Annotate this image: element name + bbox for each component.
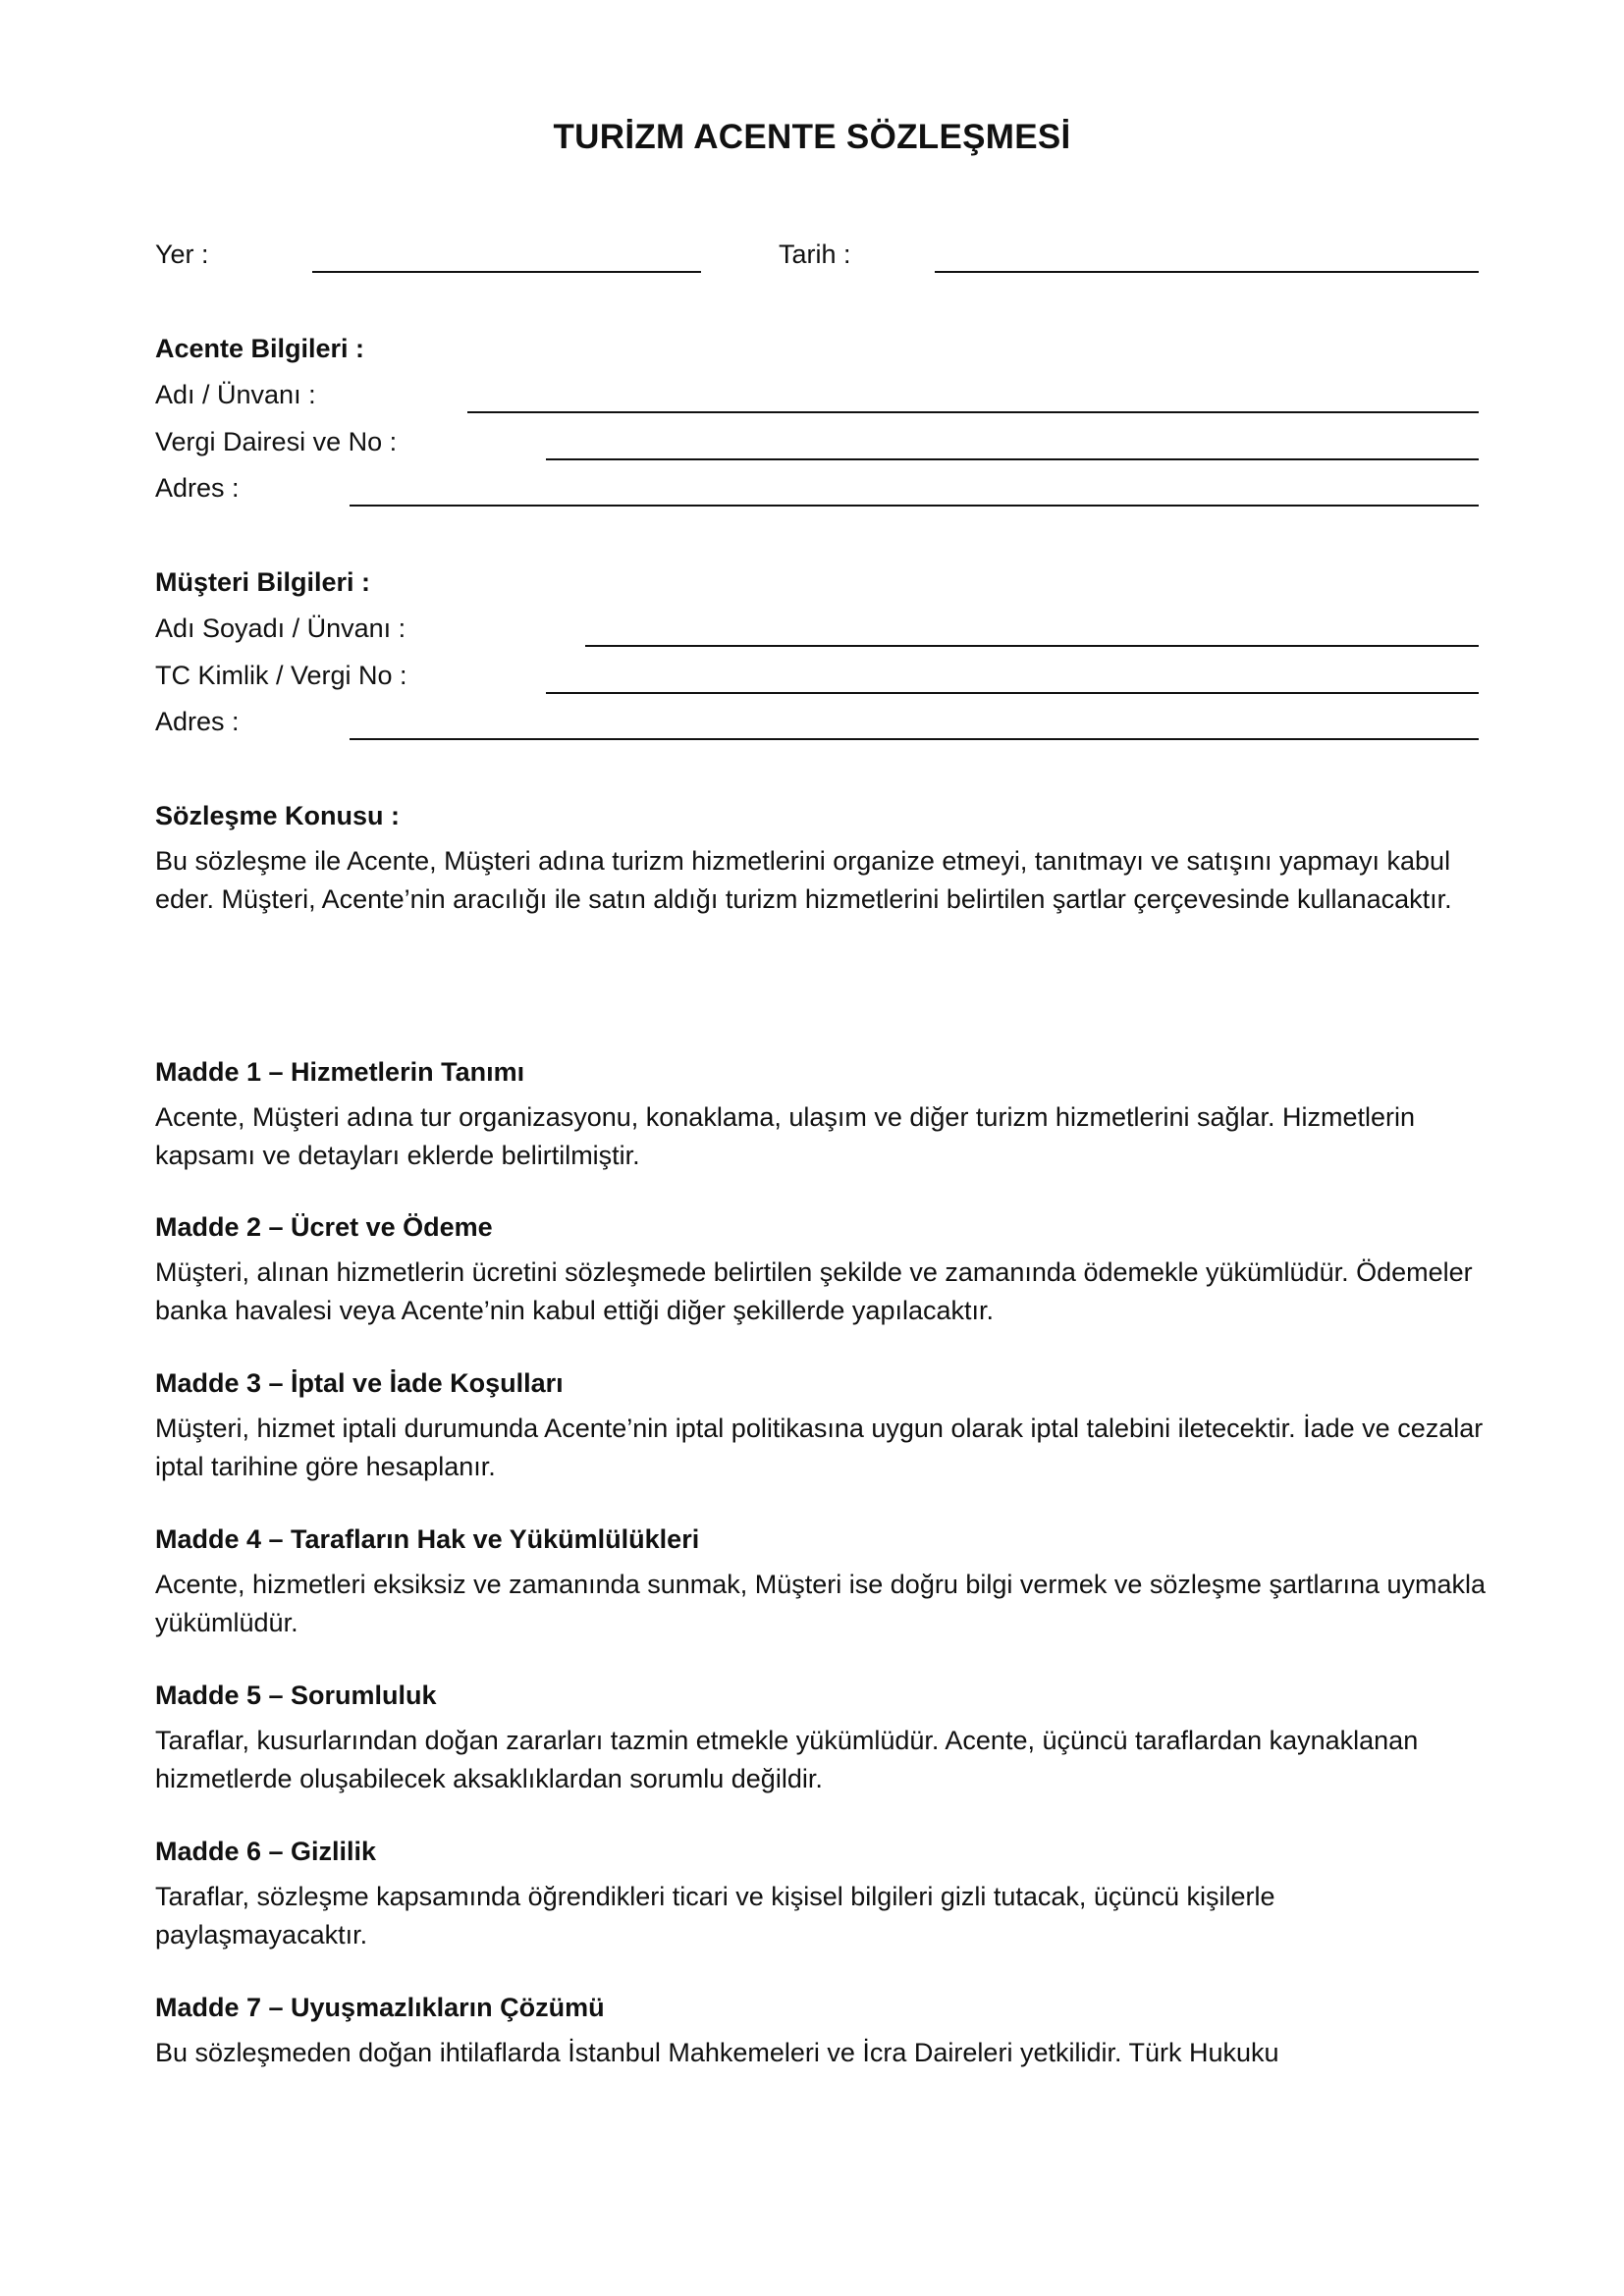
customer-name-field-line[interactable] bbox=[585, 645, 1479, 647]
article-1-text: Acente, Müşteri adına tur organizasyonu, konaklama, ulaşım ve diğer turizm hizmetlerini sağlar. Hizmetlerin kapsamı ve detayları eklerde belirtilmiştir. bbox=[155, 1102, 1416, 1170]
article-4-text: Acente, hizmetleri eksiksiz ve zamanında sunmak, Müşteri ise doğru bilgi vermek ve sözleşme şartlarına uymakla yükümlüdür. bbox=[155, 1570, 1487, 1637]
agency-address-field-line[interactable] bbox=[350, 505, 1479, 507]
article-7-text: Bu sözleşmeden doğan ihtilaflarda İstanbul Mahkemeleri ve İcra Daireleri yetkilidir. Türk Hukuku bbox=[155, 2038, 1279, 2067]
customer-id-field-line[interactable] bbox=[546, 692, 1479, 694]
article-3-text: Müşteri, hizmet iptali durumunda Acente’nin iptal politikasına uygun olarak iptal talebini iletecektir. İade ve cezalar iptal tarihine göre hesaplanır. bbox=[155, 1414, 1484, 1481]
article-2-text: Müşteri, alınan hizmetlerin ücretini sözleşmede belirtilen şekilde ve zamanında ödemekle yükümlüdür. Ödemeler banka havalesi veya Acente’nin kabul ettiği diğer şekillerde yapılacaktır. bbox=[155, 1257, 1473, 1325]
date-field-line[interactable] bbox=[935, 271, 1479, 273]
customer-id-label: TC Kimlik / Vergi No : bbox=[155, 661, 407, 690]
article-3-heading: Madde 3 – İptal ve İade Koşulları bbox=[155, 1368, 564, 1398]
customer-heading: Müşteri Bilgileri : bbox=[155, 567, 371, 597]
article-2-heading: Madde 2 – Ücret ve Ödeme bbox=[155, 1212, 493, 1242]
place-field-line[interactable] bbox=[312, 271, 701, 273]
date-label: Tarih : bbox=[779, 240, 851, 269]
article-1-heading: Madde 1 – Hizmetlerin Tanımı bbox=[155, 1057, 525, 1087]
agency-tax-field-line[interactable] bbox=[546, 458, 1479, 460]
agency-name-field-line[interactable] bbox=[467, 411, 1479, 413]
agency-heading: Acente Bilgileri : bbox=[155, 334, 365, 363]
article-4-heading: Madde 4 – Tarafların Hak ve Yükümlülükleri bbox=[155, 1524, 700, 1554]
article-7-heading: Madde 7 – Uyuşmazlıkların Çözümü bbox=[155, 1993, 605, 2022]
agency-tax-label: Vergi Dairesi ve No : bbox=[155, 427, 398, 456]
agency-name-label: Adı / Ünvanı : bbox=[155, 380, 316, 409]
article-5-heading: Madde 5 – Sorumluluk bbox=[155, 1681, 437, 1710]
subject-heading: Sözleşme Konusu : bbox=[155, 801, 401, 830]
customer-name-label: Adı Soyadı / Ünvanı : bbox=[155, 614, 406, 643]
article-6-heading: Madde 6 – Gizlilik bbox=[155, 1837, 377, 1866]
article-6-text: Taraflar, sözleşme kapsamında öğrendikleri ticari ve kişisel bilgileri gizli tutacak, üçüncü kişilerle paylaşmayacaktır. bbox=[155, 1882, 1275, 1949]
place-label: Yer : bbox=[155, 240, 209, 269]
agency-address-label: Adres : bbox=[155, 473, 240, 503]
customer-address-field-line[interactable] bbox=[350, 738, 1479, 740]
document-title: TURİZM ACENTE SÖZLEŞMESİ bbox=[553, 118, 1071, 156]
customer-address-label: Adres : bbox=[155, 707, 240, 736]
subject-text: Bu sözleşme ile Acente, Müşteri adına turizm hizmetlerini organize etmeyi, tanıtmayı ve satışını yapmayı kabul eder. Müşteri, Acente’nin aracılığı ile satın aldığı turizm hizmetlerini belirtilen şartlar çerçevesinde kullanacaktır. bbox=[155, 846, 1452, 914]
article-5-text: Taraflar, kusurlarından doğan zararları tazmin etmekle yükümlüdür. Acente, üçüncü taraflardan kaynaklanan hizmetlerde oluşabilecek aksaklıklardan sorumlu değildir. bbox=[155, 1726, 1419, 1793]
